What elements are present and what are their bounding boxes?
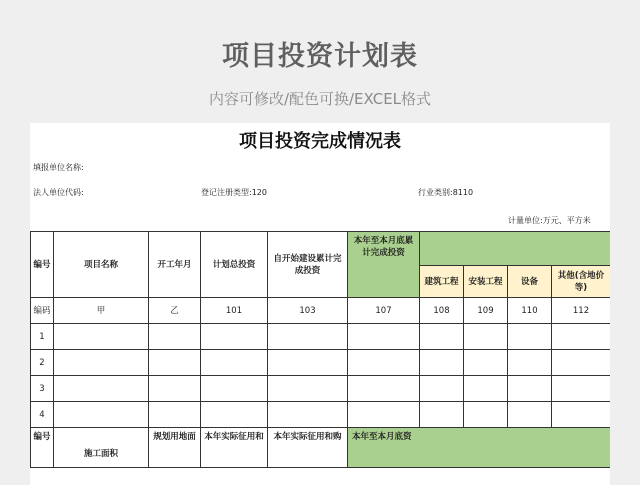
row-number[interactable]: 1 [31, 324, 54, 350]
code-cell[interactable]: 101 [201, 298, 268, 324]
table-cell[interactable] [552, 324, 611, 350]
table-cell[interactable] [348, 402, 420, 428]
table-cell[interactable] [464, 402, 508, 428]
table-cell[interactable] [149, 324, 201, 350]
table-cell[interactable] [348, 376, 420, 402]
table-cell[interactable] [54, 376, 149, 402]
table-cell[interactable] [420, 324, 464, 350]
header-name: 项目名称 [54, 232, 149, 298]
table-cell[interactable] [268, 324, 348, 350]
header-ytd-span [420, 232, 611, 266]
table-cell[interactable] [420, 350, 464, 376]
code-cell[interactable]: 甲 [54, 298, 149, 324]
table-cell[interactable] [54, 350, 149, 376]
code-cell[interactable]: 编码 [31, 298, 54, 324]
header2-no: 编号 [31, 428, 54, 468]
header-ytd: 本年至本月底累计完成投资 [348, 232, 420, 298]
header2-construction-area: 施工面积 [54, 428, 149, 468]
table-cell[interactable] [54, 324, 149, 350]
code-cell[interactable]: 112 [552, 298, 611, 324]
table-cell[interactable] [508, 324, 552, 350]
header2-actual-purchase: 本年实际征用和购 [268, 428, 348, 468]
table-cell[interactable] [508, 376, 552, 402]
header-build: 建筑工程 [420, 266, 464, 298]
code-cell[interactable]: 110 [508, 298, 552, 324]
table-cell[interactable] [149, 402, 201, 428]
page-title: 项目投资计划表 [222, 41, 418, 72]
table-row [31, 350, 611, 376]
legal-code-label: 法人单位代码: [33, 188, 84, 197]
table-row [31, 402, 611, 428]
code-cell[interactable]: 107 [348, 298, 420, 324]
header-cumulative: 自开始建设累计完成投资 [268, 232, 348, 298]
table-cell[interactable] [348, 324, 420, 350]
header-plan-total: 计划总投资 [201, 232, 268, 298]
investment-table [30, 231, 610, 468]
header2-ytd: 本年至本月底资 [348, 428, 611, 468]
code-cell[interactable]: 109 [464, 298, 508, 324]
measure-unit-label: 计量单位:万元、平方米 [508, 216, 591, 225]
table-cell[interactable] [348, 350, 420, 376]
header-other: 其他(含地价等) [552, 266, 611, 298]
second-header-row [31, 428, 611, 468]
header2-planned-land: 规划用地面 [149, 428, 201, 468]
code-cell[interactable]: 108 [420, 298, 464, 324]
table-cell[interactable] [201, 376, 268, 402]
row-number[interactable]: 4 [31, 402, 54, 428]
row-number[interactable]: 2 [31, 350, 54, 376]
table-cell[interactable] [201, 350, 268, 376]
table-cell[interactable] [464, 376, 508, 402]
table-cell[interactable] [201, 324, 268, 350]
table-cell[interactable] [201, 402, 268, 428]
header-equipment: 设备 [508, 266, 552, 298]
table-cell[interactable] [149, 350, 201, 376]
table-cell[interactable] [552, 402, 611, 428]
table-cell[interactable] [268, 350, 348, 376]
header-install: 安装工程 [464, 266, 508, 298]
code-row [31, 298, 611, 324]
code-cell[interactable]: 103 [268, 298, 348, 324]
table-cell[interactable] [508, 350, 552, 376]
table-row [31, 324, 611, 350]
header-no: 编号 [31, 232, 54, 298]
table-cell[interactable] [508, 402, 552, 428]
code-cell[interactable]: 乙 [149, 298, 201, 324]
reg-type-label: 登记注册类型:120 [201, 188, 267, 197]
table-cell[interactable] [552, 350, 611, 376]
industry-label: 行业类别:8110 [418, 188, 474, 197]
table-cell[interactable] [149, 376, 201, 402]
table-cell[interactable] [464, 324, 508, 350]
header-start: 开工年月 [149, 232, 201, 298]
table-cell[interactable] [268, 402, 348, 428]
page-subtitle: 内容可修改/配色可换/EXCEL格式 [208, 90, 432, 108]
table-cell[interactable] [552, 376, 611, 402]
table-cell[interactable] [420, 376, 464, 402]
unit-name-label: 填报单位名称: [33, 163, 84, 172]
row-number[interactable]: 3 [31, 376, 54, 402]
table-cell[interactable] [268, 376, 348, 402]
table-cell[interactable] [420, 402, 464, 428]
sheet-title: 项目投资完成情况表 [239, 131, 401, 152]
table-cell[interactable] [54, 402, 149, 428]
header2-actual-land: 本年实际征用和 [201, 428, 268, 468]
table-row [31, 376, 611, 402]
table-cell[interactable] [464, 350, 508, 376]
spreadsheet [30, 123, 610, 485]
